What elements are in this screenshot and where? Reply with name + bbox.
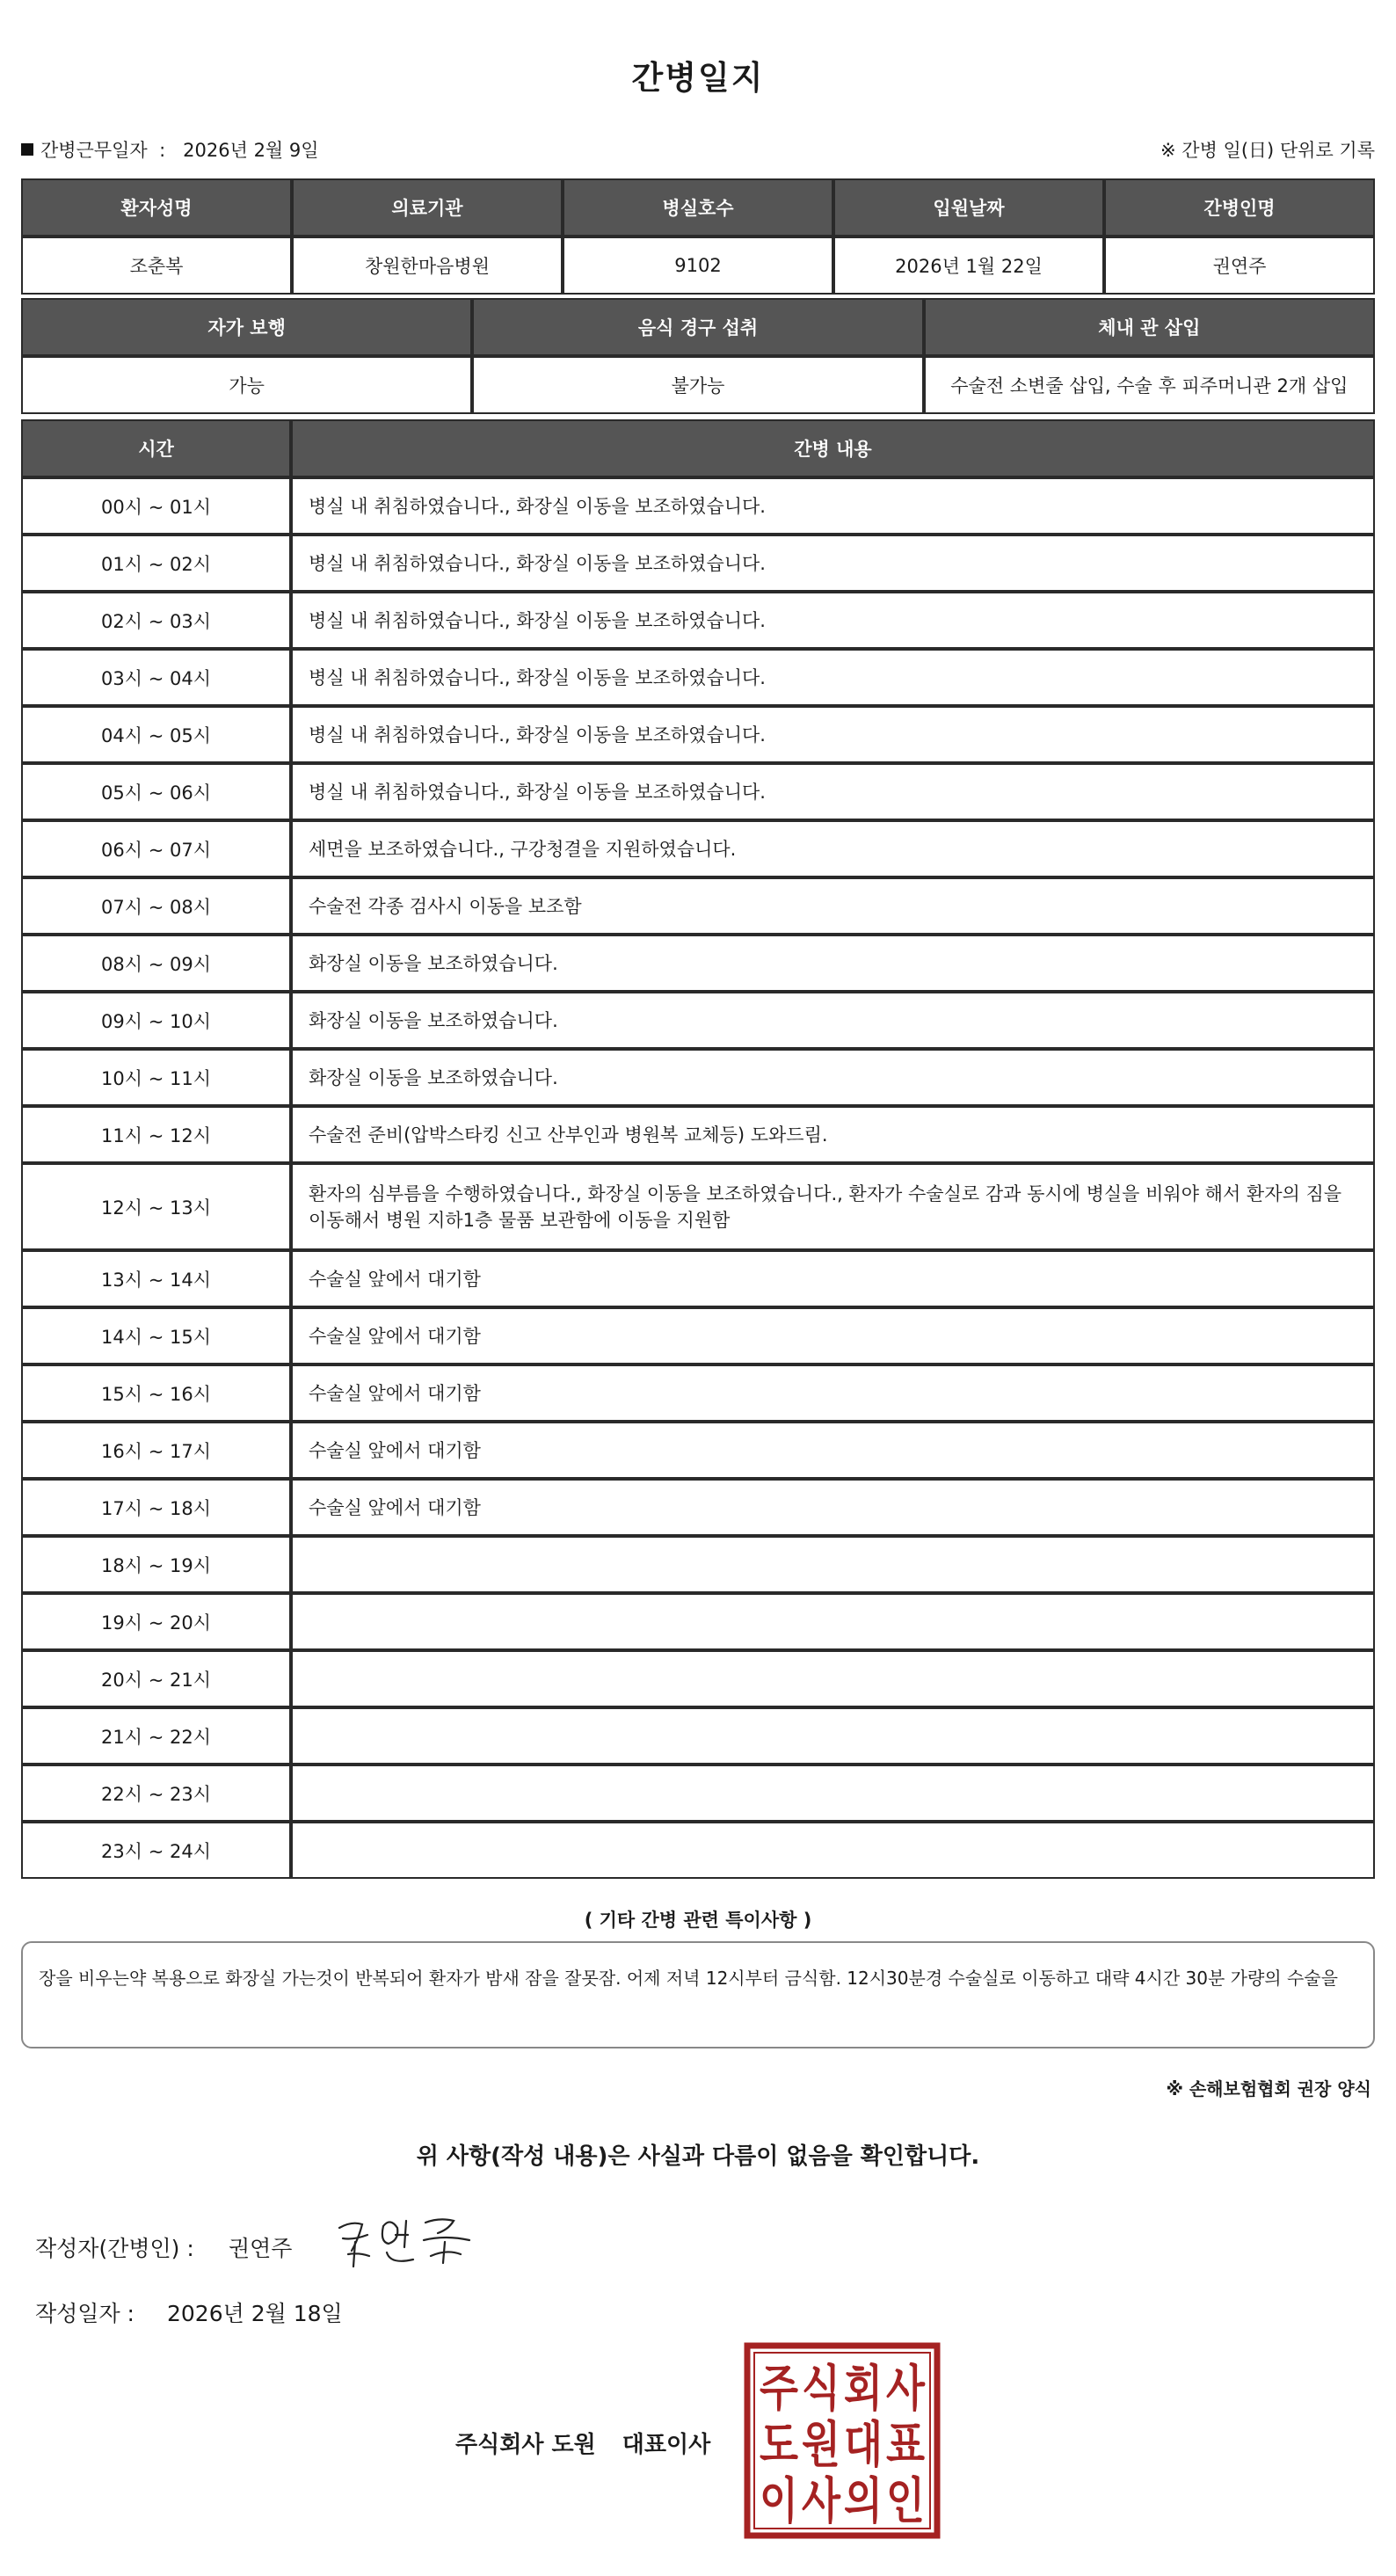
header-room: 병실호수 xyxy=(563,178,833,236)
company-name: 주식회사 도원 xyxy=(455,2432,596,2458)
log-time: 16시 ~ 17시 xyxy=(21,1422,291,1479)
work-date: 간병근무일자 : 2026년 2월 9일 xyxy=(21,136,319,163)
log-time: 10시 ~ 11시 xyxy=(21,1049,291,1106)
header-caregiver: 간병인명 xyxy=(1104,178,1375,236)
log-time: 18시 ~ 19시 xyxy=(21,1536,291,1593)
seal-character: 주 xyxy=(760,2361,798,2418)
meta-row xyxy=(21,136,1375,166)
patient-header-row xyxy=(21,178,1375,236)
seal-character: 회 xyxy=(844,2361,883,2418)
log-time: 17시 ~ 18시 xyxy=(21,1479,291,1536)
header-time: 시간 xyxy=(21,419,291,477)
patient-value-row xyxy=(21,236,1375,295)
room-number: 9102 xyxy=(563,236,833,295)
log-row xyxy=(21,1364,1375,1422)
log-time: 02시 ~ 03시 xyxy=(21,592,291,649)
seal-character: 이 xyxy=(760,2473,798,2530)
seal-character: 사 xyxy=(802,2473,841,2530)
log-row xyxy=(21,763,1375,820)
header-care-content: 간병 내용 xyxy=(291,419,1375,477)
log-row xyxy=(21,1822,1375,1879)
log-row xyxy=(21,820,1375,877)
log-row xyxy=(21,1422,1375,1479)
log-row xyxy=(21,706,1375,763)
log-row xyxy=(21,535,1375,592)
seal-character: 사 xyxy=(886,2361,926,2418)
hospital-name: 창원한마음병원 xyxy=(292,236,563,295)
patient-status-table xyxy=(21,298,1375,414)
writer-line xyxy=(35,2231,292,2263)
writer-label: 작성자(간병인) : xyxy=(35,2236,194,2261)
log-time: 13시 ~ 14시 xyxy=(21,1250,291,1307)
writer-name: 권연주 xyxy=(229,2236,293,2261)
special-notes-box xyxy=(21,1941,1375,2048)
log-time: 11시 ~ 12시 xyxy=(21,1106,291,1163)
log-row xyxy=(21,1106,1375,1163)
log-time: 07시 ~ 08시 xyxy=(21,877,291,935)
caregiver-name: 권연주 xyxy=(1104,236,1375,295)
log-content xyxy=(291,1822,1375,1879)
log-row xyxy=(21,1650,1375,1707)
log-content: 수술실 앞에서 대기함 xyxy=(291,1307,1375,1364)
log-time: 23시 ~ 24시 xyxy=(21,1822,291,1879)
admission-date: 2026년 1월 22일 xyxy=(833,236,1104,295)
log-time: 09시 ~ 10시 xyxy=(21,992,291,1049)
written-date-value: 2026년 2월 18일 xyxy=(167,2301,343,2326)
log-time: 00시 ~ 01시 xyxy=(21,477,291,535)
patient-info-table xyxy=(21,178,1375,295)
header-oral-intake: 음식 경구 섭취 xyxy=(472,298,923,356)
log-content xyxy=(291,1765,1375,1822)
seal-character: 대 xyxy=(844,2417,883,2474)
work-date-label: 간병근무일자 xyxy=(40,140,148,161)
status-value-row xyxy=(21,356,1375,414)
log-header-row xyxy=(21,419,1375,477)
written-date-line xyxy=(35,2296,343,2328)
patient-name: 조춘복 xyxy=(21,236,292,295)
log-row xyxy=(21,1765,1375,1822)
log-row xyxy=(21,1163,1375,1250)
document-title: 간병일지 xyxy=(631,59,765,97)
special-notes-title: ( 기타 간병 관련 특이사항 ) xyxy=(584,1910,812,1931)
log-time: 05시 ~ 06시 xyxy=(21,763,291,820)
status-header-row xyxy=(21,298,1375,356)
oral-intake-value: 불가능 xyxy=(472,356,923,414)
log-content: 세면을 보조하였습니다., 구강청결을 지원하였습니다. xyxy=(291,820,1375,877)
company-seal-stamp xyxy=(744,2342,941,2539)
log-time: 08시 ~ 09시 xyxy=(21,935,291,992)
log-content: 화장실 이동을 보조하였습니다. xyxy=(291,935,1375,992)
log-row xyxy=(21,1479,1375,1536)
log-row xyxy=(21,1593,1375,1650)
form-standard-note: ※ 손해보험협회 권장 양식 xyxy=(1166,2078,1371,2099)
log-time: 14시 ~ 15시 xyxy=(21,1307,291,1364)
log-content: 수술실 앞에서 대기함 xyxy=(291,1250,1375,1307)
log-content: 수술실 앞에서 대기함 xyxy=(291,1364,1375,1422)
log-content: 수술실 앞에서 대기함 xyxy=(291,1479,1375,1536)
header-patient-name: 환자성명 xyxy=(21,178,292,236)
log-content: 병실 내 취침하였습니다., 화장실 이동을 보조하였습니다. xyxy=(291,649,1375,706)
log-time: 21시 ~ 22시 xyxy=(21,1707,291,1765)
work-date-value: 2026년 2월 9일 xyxy=(183,140,319,161)
log-row xyxy=(21,1250,1375,1307)
log-time: 12시 ~ 13시 xyxy=(21,1163,291,1250)
log-row xyxy=(21,1307,1375,1364)
log-time: 19시 ~ 20시 xyxy=(21,1593,291,1650)
seal-character: 표 xyxy=(886,2417,925,2474)
seal-character: 도 xyxy=(760,2417,798,2474)
special-notes-text: 장을 비우는약 복용으로 화장실 가는것이 반복되어 환자가 밤새 잠을 잘못잠. 어제 저녁 12시부터 금식함. 12시30분경 수술실로 이동하고 대략 4시간 30분 가량의 수술을 xyxy=(39,1968,1338,1989)
self-walking-value: 가능 xyxy=(21,356,472,414)
log-time: 03시 ~ 04시 xyxy=(21,649,291,706)
confirmation-statement: 위 사항(작성 내용)은 사실과 다름이 없음을 확인합니다. xyxy=(416,2143,980,2170)
log-time: 06시 ~ 07시 xyxy=(21,820,291,877)
log-row xyxy=(21,992,1375,1049)
log-content xyxy=(291,1707,1375,1765)
log-content: 수술실 앞에서 대기함 xyxy=(291,1422,1375,1479)
log-content: 화장실 이동을 보조하였습니다. xyxy=(291,992,1375,1049)
square-bullet-icon xyxy=(21,143,33,156)
log-content: 병실 내 취침하였습니다., 화장실 이동을 보조하였습니다. xyxy=(291,535,1375,592)
log-time: 20시 ~ 21시 xyxy=(21,1650,291,1707)
log-content xyxy=(291,1650,1375,1707)
log-row xyxy=(21,649,1375,706)
log-row xyxy=(21,1536,1375,1593)
header-tube-insertion: 체내 관 삽입 xyxy=(924,298,1375,356)
seal-character: 식 xyxy=(802,2361,840,2418)
header-hospital: 의료기관 xyxy=(292,178,563,236)
log-row xyxy=(21,477,1375,535)
company-title: 대표이사 xyxy=(622,2432,711,2458)
log-content: 환자의 심부름을 수행하였습니다., 화장실 이동을 보조하였습니다., 환자가 수술실로 감과 동시에 병실을 비워야 해서 환자의 짐을 이동해서 병원 지하1층 물품 보관함에 이동을 지원함 xyxy=(291,1163,1375,1250)
log-time: 04시 ~ 05시 xyxy=(21,706,291,763)
log-row xyxy=(21,592,1375,649)
log-content: 병실 내 취침하였습니다., 화장실 이동을 보조하였습니다. xyxy=(291,763,1375,820)
log-time: 01시 ~ 02시 xyxy=(21,535,291,592)
header-admission-date: 입원날짜 xyxy=(833,178,1104,236)
company-signature-line xyxy=(455,2427,710,2459)
log-row xyxy=(21,1707,1375,1765)
log-row xyxy=(21,1049,1375,1106)
handwritten-signature xyxy=(332,2209,482,2279)
log-content xyxy=(291,1593,1375,1650)
seal-character: 의 xyxy=(844,2473,883,2530)
log-content: 병실 내 취침하였습니다., 화장실 이동을 보조하였습니다. xyxy=(291,592,1375,649)
log-content: 병실 내 취침하였습니다., 화장실 이동을 보조하였습니다. xyxy=(291,706,1375,763)
log-content: 수술전 각종 검사시 이동을 보조함 xyxy=(291,877,1375,935)
tube-insertion-value: 수술전 소변줄 삽입, 수술 후 피주머니관 2개 삽입 xyxy=(924,356,1375,414)
log-content xyxy=(291,1536,1375,1593)
log-row xyxy=(21,935,1375,992)
header-self-walking: 자가 보행 xyxy=(21,298,472,356)
care-log-table xyxy=(21,419,1375,1879)
log-time: 15시 ~ 16시 xyxy=(21,1364,291,1422)
seal-character: 원 xyxy=(802,2417,840,2474)
seal-character: 인 xyxy=(886,2473,925,2530)
daily-record-note: ※ 간병 일(日) 단위로 기록 xyxy=(1160,140,1375,161)
written-date-label: 작성일자 : xyxy=(35,2301,135,2326)
log-content: 수술전 준비(압박스타킹 신고 산부인과 병원복 교체등) 도와드림. xyxy=(291,1106,1375,1163)
log-content: 병실 내 취침하였습니다., 화장실 이동을 보조하였습니다. xyxy=(291,477,1375,535)
log-row xyxy=(21,877,1375,935)
log-time: 22시 ~ 23시 xyxy=(21,1765,291,1822)
log-content: 화장실 이동을 보조하였습니다. xyxy=(291,1049,1375,1106)
